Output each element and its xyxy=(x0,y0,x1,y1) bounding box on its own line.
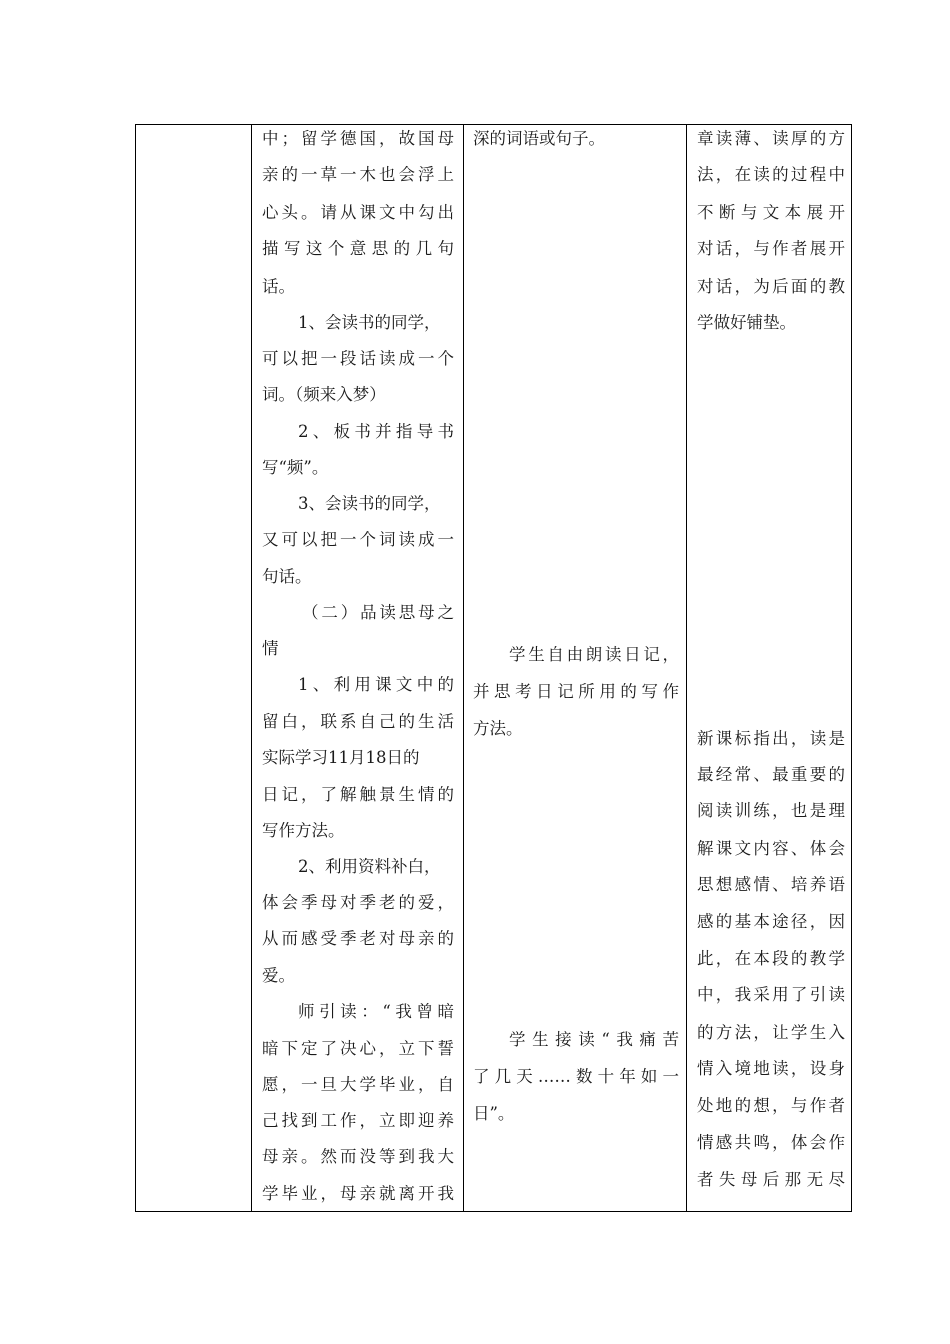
text-line: 阅读训练，也是理 xyxy=(697,801,845,820)
text-line: 中；留学德国，故国母 xyxy=(262,129,454,148)
design-rationale-cell xyxy=(697,125,845,1211)
text-line: 母亲。然而没等到我大 xyxy=(262,1147,454,1166)
lesson-plan-table xyxy=(135,124,852,1212)
student-activity-cell xyxy=(473,125,679,1211)
text-line: 了几天……数十年如一 xyxy=(473,1067,679,1086)
text-line: 爱。 xyxy=(262,966,295,985)
text-line: 日”。 xyxy=(473,1104,515,1123)
text-line: 者失母后那无尽 xyxy=(697,1170,845,1189)
text-line: 写“频”。 xyxy=(262,458,329,477)
text-line: 深的词语或句子。 xyxy=(473,129,605,148)
text-line: 从而感受季老对母亲的 xyxy=(262,929,454,948)
text-line: 1、利用课文中的 xyxy=(298,675,454,694)
text-line: 情感共鸣，体会作 xyxy=(697,1133,845,1152)
text-line: 章读薄、读厚的方 xyxy=(697,129,845,148)
section-heading: （二）品读思母之 xyxy=(302,603,454,622)
text-line: 己找到工作，立即迎养 xyxy=(262,1111,454,1130)
text-line: 2、利用资料补白， xyxy=(298,857,441,876)
text-line: 暗下定了决心，立下誓 xyxy=(262,1039,454,1058)
text-line: 不断与文本展开 xyxy=(697,203,845,222)
column-1-empty-cell xyxy=(136,125,251,1211)
text-line: 写作方法。 xyxy=(262,821,345,840)
text-line: 3、会读书的同学， xyxy=(298,494,441,513)
text-line: 此，在本段的教学 xyxy=(697,949,845,968)
column-divider xyxy=(251,125,252,1211)
text-line: 日记，了解触景生情的 xyxy=(262,785,454,804)
text-line: 情入境地读，设身 xyxy=(697,1059,845,1078)
text-line: 最经常、最重要的 xyxy=(697,765,845,784)
text-line: 体会季母对季老的爱， xyxy=(262,893,454,912)
text-line: 解课文内容、体会 xyxy=(697,839,845,858)
teacher-activity-cell xyxy=(262,125,454,1211)
text-line: 思想感情、培养语 xyxy=(697,875,845,894)
text-line: 可以把一段话读成一个 xyxy=(262,349,454,368)
text-line: 留白，联系自己的生活 xyxy=(262,712,454,731)
text-line: 1、会读书的同学， xyxy=(298,313,441,332)
text-line: 愿，一旦大学毕业，自 xyxy=(262,1075,454,1094)
text-line: 学生接读“我痛苦 xyxy=(509,1030,679,1049)
text-line: 方法。 xyxy=(473,719,523,738)
column-divider xyxy=(686,125,687,1211)
text-line: 词。（频来入梦） xyxy=(262,385,386,404)
text-line: 处地的想，与作者 xyxy=(697,1096,845,1115)
text-line: 师引读：“我曾暗 xyxy=(298,1002,454,1021)
text-line: 实际学习11月18日的 xyxy=(262,748,420,767)
text-line: 对话，与作者展开 xyxy=(697,239,845,258)
text-line: 又可以把一个词读成一 xyxy=(262,530,454,549)
text-line: 新课标指出，读是 xyxy=(697,729,845,748)
text-line: 2、板书并指导书 xyxy=(298,422,454,441)
text-line: 学生自由朗读日记， xyxy=(509,645,679,664)
text-line: 话。 xyxy=(262,277,295,296)
text-line: 对话，为后面的教 xyxy=(697,277,845,296)
text-line: 并思考日记所用的写作 xyxy=(473,682,679,701)
text-line: 心头。请从课文中勾出 xyxy=(262,203,454,222)
column-divider xyxy=(463,125,464,1211)
text-line: 中，我采用了引读 xyxy=(697,985,845,1004)
section-heading: 情 xyxy=(262,639,279,658)
text-line: 学做好铺垫。 xyxy=(697,313,796,332)
text-line: 描写这个意思的几句 xyxy=(262,239,454,258)
text-line: 的方法，让学生入 xyxy=(697,1023,845,1042)
text-line: 学毕业，母亲就离开我 xyxy=(262,1184,454,1203)
text-line: 感的基本途径，因 xyxy=(697,912,845,931)
text-line: 句话。 xyxy=(262,567,312,586)
text-line: 亲的一草一木也会浮上 xyxy=(262,165,454,184)
text-line: 法，在读的过程中 xyxy=(697,165,845,184)
